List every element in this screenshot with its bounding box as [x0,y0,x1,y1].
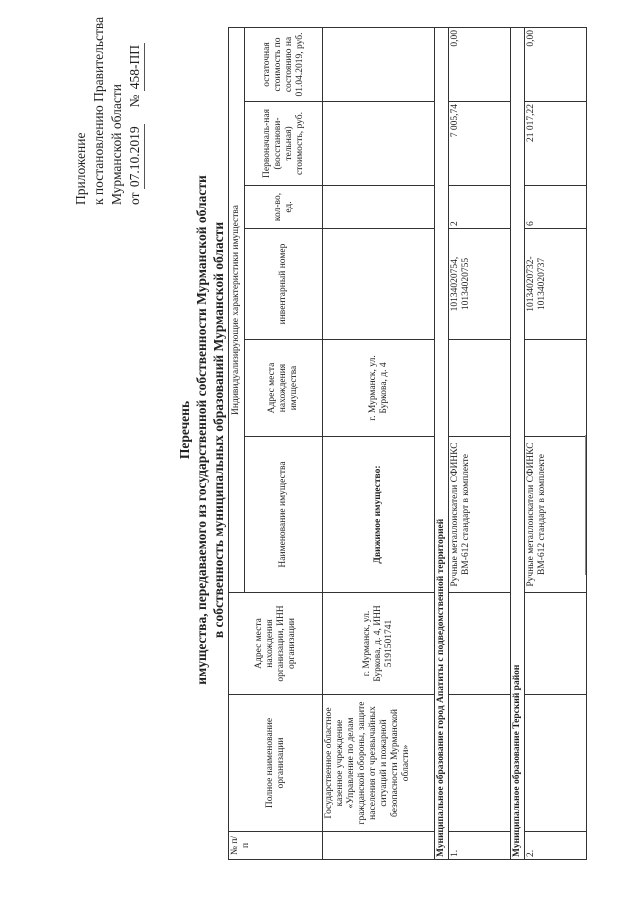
header-inventory: инвентарный номер [245,229,323,340]
inventory-number: 10134020754, 10134020755 [449,229,511,340]
header-characteristics: Индивидуализирующие характеристики имущества [229,27,245,592]
resolution-date: 07.10.2019 [126,124,145,189]
region-line: Мурманской области [109,84,124,205]
property-address: г. Мурманск, ул. Буркова, д. 4 [323,340,435,437]
appendix-line: Приложение [73,132,88,205]
item-name: Ручные металлоискатели СФИНКС ВМ-612 стандарт в комплекте [525,437,587,593]
header-num: № п/п [229,832,323,860]
property-type-label: Движимое имущество: [323,437,435,593]
org-row [323,27,435,859]
initial-cost: 21 017,22 [525,102,587,186]
date-number-line [126,15,145,205]
section-title: Муниципальное образование Терский район [511,27,525,859]
number-prefix: № [127,94,142,108]
document-subtitle-1: имущества, передаваемого из государственной собственности Мурманской области [194,175,209,685]
section-row [435,27,449,859]
header-qty: кол-во, ед. [245,186,323,229]
resolution-line: к постановлению Правительства [91,16,106,205]
separator-line [585,435,586,575]
header-item-address: Адрес места нахождения имущества [245,340,323,437]
document-title: Перечень [177,400,192,460]
header-item-name: Наименование имущества [245,437,323,593]
header-org-name: Полное наименование организации [229,695,323,832]
table-row [525,27,587,859]
item-name: Ручные металлоискатели СФИНКС ВМ-612 стандарт в комплекте [449,437,511,593]
residual-cost: 0,00 [449,27,511,101]
quantity: 2 [449,186,511,229]
header-residual-cost: остаточная стоимость по состоянию на 01.04.2019, руб. [245,27,323,101]
section-title: Муниципальное образование город Апатиты с подведомственной территорией [435,27,449,859]
section-row [511,27,525,859]
header-initial-cost: Первоначаль-ная (восстанови-тельная) стоимость, руб. [245,102,323,186]
org-address: г. Мурманск, ул. Буркова, д. 4, ИНН 5191501741 [323,593,435,695]
inventory-number: 10134020732-10134020737 [525,229,587,340]
date-prefix: от [127,192,142,205]
table-row [449,27,511,859]
resolution-number: 458-ПП [126,43,145,91]
quantity: 6 [525,186,587,229]
row-num: 2. [525,832,587,860]
appendix-header [72,15,145,205]
property-table [228,27,587,860]
org-name: Государственное областное казенное учреждение «Управление по делам гражданской обороны, защите населения от чрезвычайных ситуаций и пожарной безопасности Мурманской области» [323,695,435,832]
row-num: 1. [449,832,511,860]
initial-cost: 7 005,74 [449,102,511,186]
header-org-address: Адрес места нахождения организации, ИНН организации [229,593,323,695]
document-subtitle-2: в собственность муниципальных образований Мурманской области [211,221,226,639]
residual-cost: 0,00 [525,27,587,101]
